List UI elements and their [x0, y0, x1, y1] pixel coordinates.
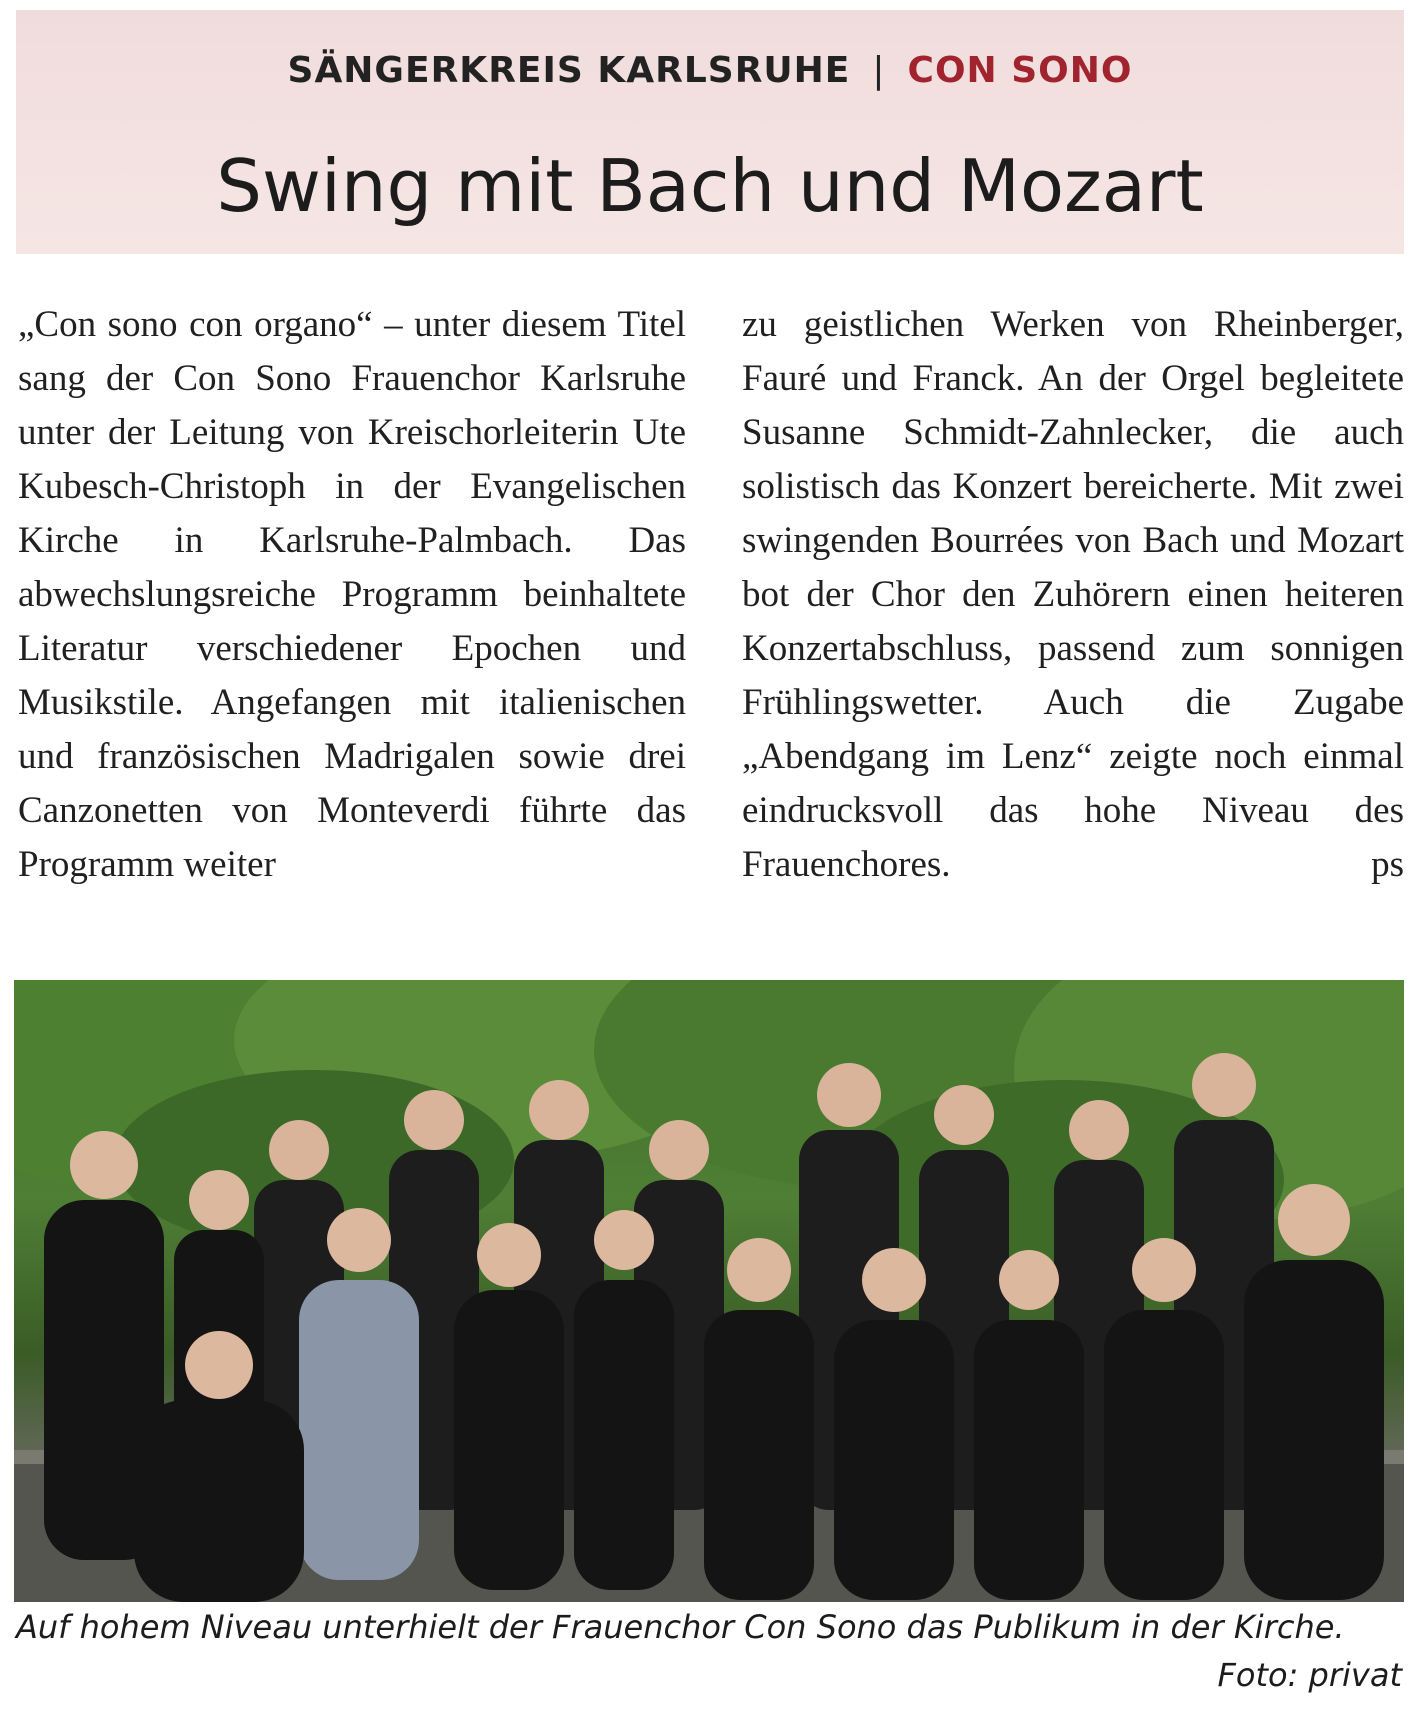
kicker-separator: | — [872, 50, 886, 91]
article-headline: Swing mit Bach und Mozart — [216, 144, 1204, 228]
photo-caption: Auf hohem Niveau unterhielt der Frauenchor Con Sono das Publikum in der Kirche. — [16, 1608, 1345, 1646]
section-kicker — [16, 50, 1404, 91]
header-band — [16, 10, 1404, 254]
article-column-left: „Con sono con organo“ – unter diesem Titel sang der Con Sono Frauenchor Karlsruhe unter der Leitung von Kreischorleiterin Ute Kubesch-Christoph in der Evangelischen Kirche in Karlsruhe-Palmbach. Das abwechslungsreiche Programm beinhaltete Literatur verschiedener Epochen und Musikstile. Angefangen mit italienischen und französischen Madrigalen sowie drei Canzonetten von Monteverdi führte das Programm weiter — [18, 304, 686, 885]
article-column-right — [742, 298, 1404, 892]
choir-photo — [14, 980, 1404, 1602]
choir-photo-illustration — [14, 980, 1404, 1602]
author-initials: ps — [1371, 844, 1404, 885]
publisher-name: SÄNGERKREIS KARLSRUHE — [287, 50, 851, 91]
article-column-right-text: zu geistlichen Werken von Rheinberger, Fauré und Franck. An der Orgel begleitete Susanne Schmidt-Zahnlecker, die auch solistisch das Konzert bereicherte. Mit zwei swingenden Bourrées von Bach und Mozart bot der Chor den Zuhörern einen heiteren Konzertabschluss, passend zum sonnigen Frühlingswetter. Auch die Zugabe „Abendgang im Lenz“ zeigte noch einmal eindrucksvoll das hohe Niveau des Frauenchores. — [742, 304, 1404, 885]
photo-credit: Foto: privat — [1217, 1656, 1402, 1694]
choir-name: CON SONO — [907, 50, 1133, 91]
